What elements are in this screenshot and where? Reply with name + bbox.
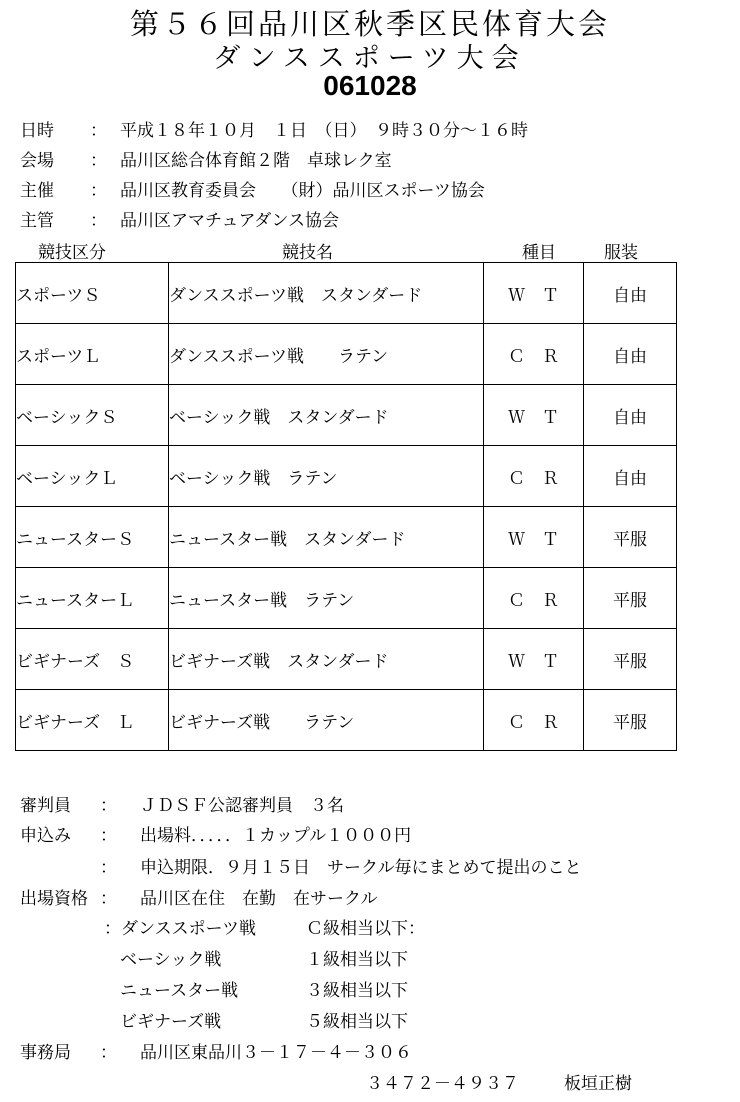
level-limit: １級相当以下 — [306, 950, 408, 970]
apply-fee: 出場料．．．．．１カップル１０００円 — [140, 826, 412, 846]
eligibility-separator: ： — [100, 889, 117, 909]
column-header-attire: 服装 — [604, 243, 638, 263]
dance-type-cell: Ｗ Ｔ — [484, 385, 584, 446]
attire-cell: 平服 — [584, 568, 677, 629]
info-separator: ： — [90, 181, 107, 201]
event-cell: ニュースター戦 ラテン — [169, 568, 484, 629]
info-label: 日時 — [20, 121, 54, 141]
category-cell: ニュースターＳ — [16, 507, 169, 568]
level-name: ビギナーズ戦 — [120, 1012, 222, 1032]
dance-type-cell: Ｃ Ｒ — [484, 568, 584, 629]
table-row — [16, 629, 677, 690]
category-cell: ビギナーズ Ｓ — [16, 629, 169, 690]
event-cell: ベーシック戦 スタンダード — [169, 385, 484, 446]
apply-label: 申込み — [20, 826, 71, 846]
level-name: ニュースター戦 — [120, 981, 239, 1001]
attire-cell: 自由 — [584, 385, 677, 446]
attire-cell: 平服 — [584, 629, 677, 690]
info-separator: ： — [90, 121, 107, 141]
competition-table — [15, 262, 677, 751]
judges-separator: ： — [100, 796, 117, 816]
info-value: 品川区総合体育館２階 卓球レク室 — [120, 151, 392, 171]
info-label: 主管 — [20, 211, 54, 231]
info-value: 品川区教育委員会 （財）品川区スポーツ協会 — [120, 181, 485, 201]
level-limit: ５級相当以下 — [306, 1012, 408, 1032]
level-limit: Ｃ級相当以下： — [306, 919, 425, 939]
category-cell: ベーシックＬ — [16, 446, 169, 507]
table-row — [16, 568, 677, 629]
event-cell: ベーシック戦 ラテン — [169, 446, 484, 507]
table-row — [16, 263, 677, 324]
event-title: 第５６回品川区秋季区民体育大会 — [129, 7, 610, 41]
apply-separator: ： — [100, 826, 117, 846]
table-row — [16, 324, 677, 385]
info-value: 品川区アマチュアダンス協会 — [120, 211, 339, 231]
event-cell: ビギナーズ戦 スタンダード — [169, 629, 484, 690]
info-value: 平成１８年１０月 １日 （日） ９時３０分～１６時 — [120, 121, 528, 141]
level-limit: ３級相当以下 — [306, 981, 408, 1001]
dance-type-cell: Ｗ Ｔ — [484, 263, 584, 324]
column-header-event: 競技名 — [282, 243, 333, 263]
apply-deadline: 申込期限．９月１５日 サークル毎にまとめて提出のこと — [140, 858, 582, 878]
event-cell: ビギナーズ戦 ラテン — [169, 690, 484, 751]
office-label: 事務局 — [20, 1043, 71, 1063]
info-separator: ： — [90, 151, 107, 171]
column-header-category: 競技区分 — [38, 243, 106, 263]
judges-value: ＪＤＳＦ公認審判員 ３名 — [140, 796, 344, 816]
category-cell: スポーツＳ — [16, 263, 169, 324]
dance-type-cell: Ｗ Ｔ — [484, 507, 584, 568]
attire-cell: 自由 — [584, 324, 677, 385]
document-code: 061028 — [323, 70, 417, 101]
category-cell: ベーシックＳ — [16, 385, 169, 446]
info-label: 主催 — [20, 181, 54, 201]
attire-cell: 自由 — [584, 446, 677, 507]
office-phone: ３４７２－４９３７ — [366, 1074, 519, 1094]
event-cell: ダンススポーツ戦 スタンダード — [169, 263, 484, 324]
office-separator: ： — [100, 1043, 117, 1063]
attire-cell: 平服 — [584, 690, 677, 751]
apply-separator: ： — [100, 858, 117, 878]
event-subtitle: ダンススポーツ大会 — [213, 43, 527, 74]
table-row — [16, 690, 677, 751]
attire-cell: 平服 — [584, 507, 677, 568]
dance-type-cell: Ｗ Ｔ — [484, 629, 584, 690]
table-row — [16, 507, 677, 568]
info-label: 会場 — [20, 151, 54, 171]
info-separator: ： — [90, 211, 107, 231]
column-header-dance-type: 種目 — [522, 243, 556, 263]
eligibility-label: 出場資格 — [20, 889, 88, 909]
dance-type-cell: Ｃ Ｒ — [484, 690, 584, 751]
category-cell: ビギナーズ Ｌ — [16, 690, 169, 751]
eligibility-value: 品川区在住 在勤 在サークル — [140, 889, 378, 909]
dance-type-cell: Ｃ Ｒ — [484, 324, 584, 385]
event-cell: ダンススポーツ戦 ラテン — [169, 324, 484, 385]
table-row — [16, 446, 677, 507]
level-name: ベーシック戦 — [120, 950, 222, 970]
office-contact: 板垣正樹 — [564, 1074, 632, 1094]
level-name: ：ダンススポーツ戦 — [104, 919, 256, 939]
attire-cell: 自由 — [584, 263, 677, 324]
dance-type-cell: Ｃ Ｒ — [484, 446, 584, 507]
table-row — [16, 385, 677, 446]
category-cell: ニュースターＬ — [16, 568, 169, 629]
event-cell: ニュースター戦 スタンダード — [169, 507, 484, 568]
office-address: 品川区東品川３－１７－４－３０６ — [140, 1043, 412, 1063]
judges-label: 審判員 — [20, 796, 71, 816]
category-cell: スポーツＬ — [16, 324, 169, 385]
